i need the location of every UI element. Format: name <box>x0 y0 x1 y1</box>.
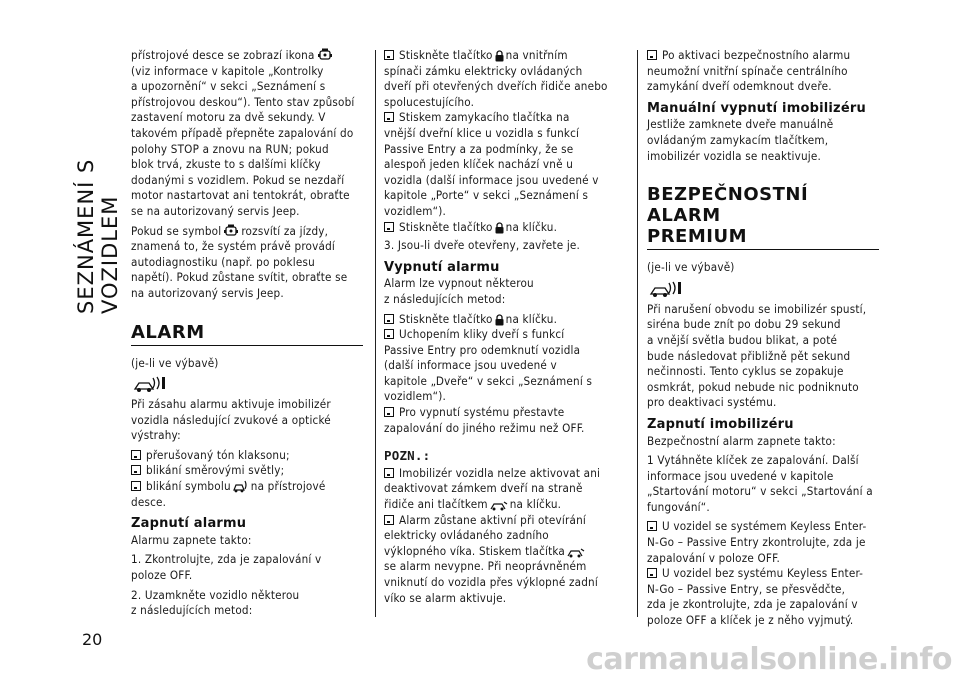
column-divider <box>637 50 638 617</box>
list-item: Alarm zůstane aktivní při otevírání elektricky ovládaného zadního výklopného víka. Stiskem tlačítka se alarm nevypne. Při neoprávněném vniknutí do vozidla přes výklopné zadní víko se alarm aktivuje. <box>384 512 598 605</box>
step: 1. Zkontrolujte, zda je zapalování v poloze OFF. <box>131 552 322 583</box>
list-item: Imobilizér vozidla nelze aktivovat ani deaktivovat zámkem dveří na straně řidiče ani tlačítkem na klíčku. <box>384 465 601 512</box>
bullet-icon <box>131 450 141 460</box>
bullet-icon <box>647 568 657 578</box>
paragraph: Bezpečnostní alarm zapnete takto: <box>647 433 836 448</box>
optional-note: (je-li ve výbavě) <box>131 355 219 370</box>
bullet-icon <box>131 481 141 491</box>
section-heading-alarm: ALARM <box>131 322 363 346</box>
subheading-disarm-alarm: Vypnutí alarmu <box>384 259 500 275</box>
step: 1 Vytáhněte klíček ze zapalování. Další informace jsou uvedené v kapitole „Startování motoru“ v sekci „Startování a fungování“. <box>647 453 873 514</box>
padlock-icon <box>495 314 504 326</box>
list-item: Stiskem zamykacího tlačítka na vnější dveřní klice u vozidla s funkcí Passive Entry a za podmínky, že se alespoň jeden klíček nachází vně u vozidla (další informace jsou uvedené v kapitole „Porte“ v sekci „Seznámení s vozidlem“). <box>384 110 599 218</box>
paragraph: Pokud se symbol rozsvítí za jízdy, znamená to, že systém právě provádí autodiagnostiku (např. po poklesu napětí). Pokud zůstane svítit, obraťte se na autorizovaný servis Jeep. <box>131 223 348 300</box>
note-label: POZN.: <box>384 448 431 464</box>
engine-warning-icon <box>223 224 239 238</box>
column-3 <box>647 48 879 629</box>
engine-warning-icon <box>317 48 333 62</box>
list-item: Stiskněte tlačítko na klíčku. <box>384 312 624 328</box>
bullet-icon <box>647 521 657 531</box>
list-item: Po aktivaci bezpečnostního alarmu neumožní vnitřní spínače centrálního zamykání dveří odemknout dveře. <box>647 48 851 94</box>
bullet-icon <box>384 329 394 339</box>
bullet-icon <box>384 50 394 60</box>
list-item: blikání směrovými světly; <box>131 463 363 479</box>
page-number: 20 <box>82 630 103 649</box>
bullet-icon <box>131 465 141 475</box>
subheading-arm-immobilizer: Zapnutí imobilizéru <box>647 416 794 432</box>
list-item: U vozidel bez systému Keyless Enter- N-Go – Passive Entry, se přesvědčte, zda je zkontrolujte, zda je zapalování v poloze OFF a klíček je z něho vyjmutý. <box>647 566 864 628</box>
padlock-icon <box>495 50 504 62</box>
key-fob-icon <box>567 548 585 558</box>
list-item: Uchopením kliky dveří s funkcí Passive Entry pro odemknutí vozidla (další informace jsou uvedené v kapitole „Dveře“ v sekci „Seznámení s vozidlem“). <box>384 327 593 404</box>
car-alarm-icon <box>649 280 683 298</box>
chapter-side-tab: SEZNÁMENÍ S VOZIDLEM <box>74 158 122 314</box>
paragraph: Alarm lze vypnout některou z následujících metod: <box>384 276 534 306</box>
paragraph: přístrojové desce se zobrazí ikona (viz informace v kapitole „Kontrolky a upozornění“ v sekci „Seznámení s přístrojovou deskou“). Tento stav způsobí zastavení motoru za dvě sekundy. V takovém případě přepněte zapalování do polohy STOP a znovu na RUN; pokud blok trvá, zkuste to s dalšími klíčky dodanými s vozidlem. Pokud se nezdaří motor nastartovat ani tentokrát, obraťte se na autorizovaný servis Jeep. <box>131 48 355 218</box>
column-2 <box>384 48 624 606</box>
paragraph: Při narušení obvodu se imobilizér spustí, siréna bude znít po dobu 29 sekund a vnější světla budou blikat, a poté bude následovat přibližně pět sekund nečinnosti. Tento cyklus se zopakuje osmkrát, pokud nebude nic podniknuto pro deaktivaci systému. <box>647 301 867 410</box>
bullet-icon <box>384 222 394 232</box>
bullet-icon <box>384 515 394 525</box>
bullet-icon <box>647 50 657 60</box>
bullet-icon <box>384 314 394 324</box>
paragraph: Při zásahu alarmu aktivuje imobilizér vozidla následující zvukové a optické výstrahy: <box>131 397 331 443</box>
car-alarm-icon <box>233 479 249 493</box>
list-item: Pro vypnutí systému přestavte zapalování do jiného režimu než OFF. <box>384 405 585 435</box>
step: 2. Uzamkněte vozidlo některou z následujících metod: <box>131 587 300 618</box>
list-item: blikání symbolu na přístrojové desce. <box>131 479 326 509</box>
paragraph: Jestliže zamknete dveře manuálně ovládaným zamykacím tlačítkem, imobilizér vozidla se neaktivuje. <box>647 117 834 163</box>
column-1 <box>131 48 363 623</box>
list-item: Stiskněte tlačítko na klíčku. <box>384 220 624 236</box>
column-divider <box>375 50 376 617</box>
bullet-icon <box>384 468 394 478</box>
paragraph: Alarmu zapnete takto: <box>131 532 252 547</box>
padlock-icon <box>495 222 504 234</box>
list-item: přerušovaný tón klaksonu; <box>131 448 363 464</box>
subheading-arm-alarm: Zapnutí alarmu <box>131 516 247 532</box>
step: 3. Jsou-li dveře otevřeny, zavřete je. <box>384 238 581 253</box>
section-heading-security-alarm-premium: BEZPEČNOSTNÍ ALARM PREMIUM <box>647 184 879 250</box>
car-alarm-icon <box>133 375 167 393</box>
bullet-icon <box>384 407 394 417</box>
bullet-icon <box>384 112 394 122</box>
key-fob-icon <box>490 501 508 511</box>
watermark: carmanualsonline.info <box>586 642 952 677</box>
subheading-manual-disable: Manuální vypnutí imobilizéru <box>647 100 866 116</box>
list-item: Stiskněte tlačítko na vnitřním spínači zámku elektricky ovládaných dveří při otevřených dveřích řidiče anebo spolucestujícího. <box>384 48 608 109</box>
optional-note: (je-li ve výbavě) <box>647 260 735 275</box>
list-item: U vozidel se systémem Keyless Enter- N-Go – Passive Entry zkontrolujte, zda je zapalování v poloze OFF. <box>647 519 867 565</box>
